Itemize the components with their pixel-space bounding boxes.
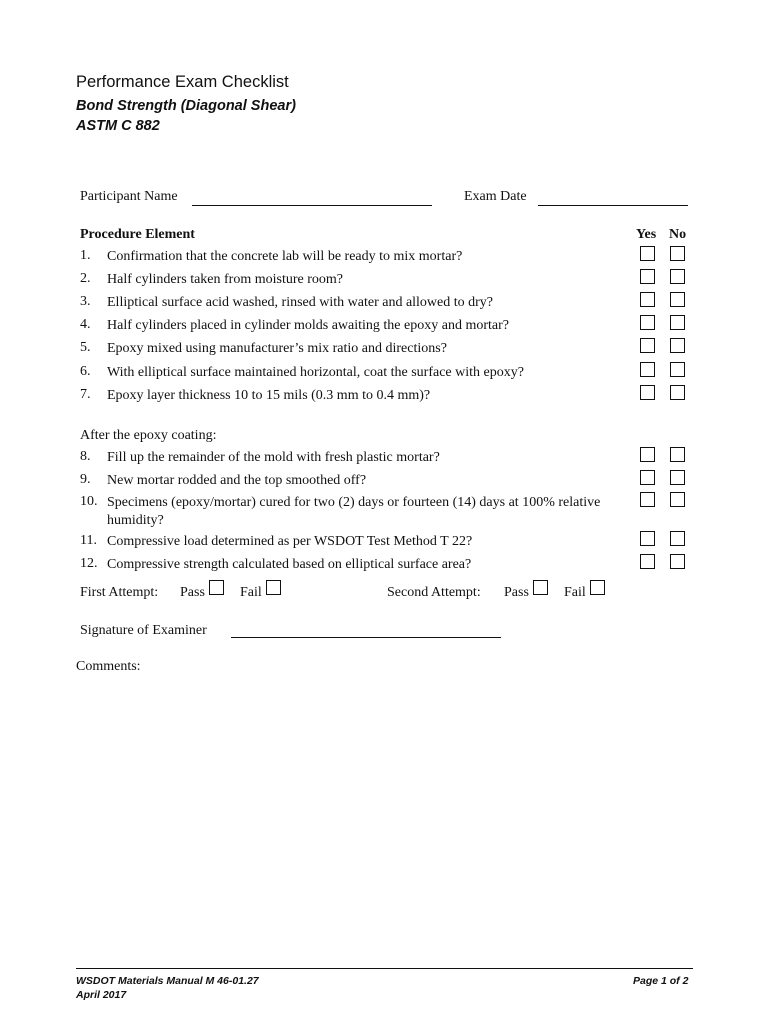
- first-attempt-label: First Attempt:: [80, 585, 159, 600]
- page-subtitle: Bond Strength (Diagonal Shear): [76, 98, 296, 114]
- procedure-item-text: Epoxy layer thickness 10 to 15 mils (0.3 mm to 0.4 mm)?: [107, 388, 431, 403]
- no-checkbox[interactable]: [670, 292, 685, 307]
- yes-checkbox[interactable]: [640, 531, 655, 546]
- procedure-item-number: 9.: [80, 472, 91, 487]
- first-attempt-fail-label: Fail: [240, 585, 262, 600]
- procedure-item-number: 3.: [80, 294, 91, 309]
- procedure-item-text: Elliptical surface acid washed, rinsed with water and allowed to dry?: [107, 295, 494, 310]
- footer-page: Page 1 of 2: [633, 975, 689, 987]
- second-attempt-fail-checkbox[interactable]: [590, 580, 605, 595]
- no-column-heading: No: [669, 227, 687, 242]
- second-attempt-fail-label: Fail: [564, 585, 586, 600]
- participant-name-label: Participant Name: [80, 189, 178, 204]
- yes-checkbox[interactable]: [640, 492, 655, 507]
- procedure-item-text: Compressive strength calculated based on elliptical surface area?: [107, 557, 472, 572]
- signature-label: Signature of Examiner: [80, 623, 207, 638]
- procedure-item-number: 12.: [80, 556, 98, 571]
- procedure-item-text: Compressive load determined as per WSDOT Test Method T 22?: [107, 534, 473, 549]
- procedure-item-number: 7.: [80, 387, 91, 402]
- exam-date-label: Exam Date: [464, 189, 527, 204]
- comments-label: Comments:: [76, 659, 141, 674]
- no-checkbox[interactable]: [670, 246, 685, 261]
- no-checkbox[interactable]: [670, 269, 685, 284]
- procedure-item-number: 4.: [80, 317, 91, 332]
- footer-divider: [76, 968, 693, 969]
- yes-checkbox[interactable]: [640, 269, 655, 284]
- first-attempt-pass-label: Pass: [180, 585, 205, 600]
- yes-checkbox[interactable]: [640, 385, 655, 400]
- no-checkbox[interactable]: [670, 531, 685, 546]
- first-attempt-fail-checkbox[interactable]: [266, 580, 281, 595]
- procedure-item-text: Epoxy mixed using manufacturer’s mix ratio and directions?: [107, 341, 447, 356]
- procedure-item-text: With elliptical surface maintained horizontal, coat the surface with epoxy?: [107, 365, 524, 380]
- yes-checkbox[interactable]: [640, 292, 655, 307]
- signature-field[interactable]: [231, 637, 501, 638]
- second-attempt-pass-label: Pass: [504, 585, 529, 600]
- no-checkbox[interactable]: [670, 315, 685, 330]
- procedure-item-number: 10.: [80, 494, 98, 509]
- section-heading-after-epoxy: After the epoxy coating:: [80, 428, 217, 443]
- no-checkbox[interactable]: [670, 385, 685, 400]
- procedure-item-text: Specimens (epoxy/mortar) cured for two (2) days or fourteen (14) days at 100% relative humidity?: [107, 495, 601, 528]
- yes-checkbox[interactable]: [640, 315, 655, 330]
- procedure-element-heading: Procedure Element: [80, 227, 195, 242]
- no-checkbox[interactable]: [670, 447, 685, 462]
- procedure-item-number: 11.: [80, 533, 97, 548]
- no-checkbox[interactable]: [670, 362, 685, 377]
- no-checkbox[interactable]: [670, 338, 685, 353]
- footer-date: April 2017: [76, 989, 127, 1001]
- footer-manual: WSDOT Materials Manual M 46-01.27: [76, 975, 259, 987]
- participant-name-field[interactable]: [192, 205, 432, 206]
- procedure-item-text: Half cylinders placed in cylinder molds awaiting the epoxy and mortar?: [107, 318, 509, 333]
- no-checkbox[interactable]: [670, 492, 685, 507]
- standard-label: ASTM C 882: [76, 118, 160, 134]
- yes-checkbox[interactable]: [640, 362, 655, 377]
- second-attempt-pass-checkbox[interactable]: [533, 580, 548, 595]
- yes-column-heading: Yes: [636, 227, 657, 242]
- procedure-item-text: Half cylinders taken from moisture room?: [107, 272, 343, 287]
- exam-date-field[interactable]: [538, 205, 688, 206]
- yes-checkbox[interactable]: [640, 470, 655, 485]
- procedure-item-number: 2.: [80, 271, 91, 286]
- procedure-item-text: Fill up the remainder of the mold with fresh plastic mortar?: [107, 450, 440, 465]
- page-title: Performance Exam Checklist: [76, 73, 289, 91]
- yes-checkbox[interactable]: [640, 447, 655, 462]
- yes-checkbox[interactable]: [640, 246, 655, 261]
- no-checkbox[interactable]: [670, 554, 685, 569]
- yes-checkbox[interactable]: [640, 554, 655, 569]
- yes-checkbox[interactable]: [640, 338, 655, 353]
- procedure-item-number: 8.: [80, 449, 91, 464]
- no-checkbox[interactable]: [670, 470, 685, 485]
- second-attempt-label: Second Attempt:: [387, 585, 481, 600]
- procedure-item-text: New mortar rodded and the top smoothed off?: [107, 473, 367, 488]
- procedure-item-number: 5.: [80, 340, 91, 355]
- procedure-item-number: 6.: [80, 364, 91, 379]
- procedure-item-number: 1.: [80, 248, 91, 263]
- procedure-item-text: Confirmation that the concrete lab will be ready to mix mortar?: [107, 249, 463, 264]
- first-attempt-pass-checkbox[interactable]: [209, 580, 224, 595]
